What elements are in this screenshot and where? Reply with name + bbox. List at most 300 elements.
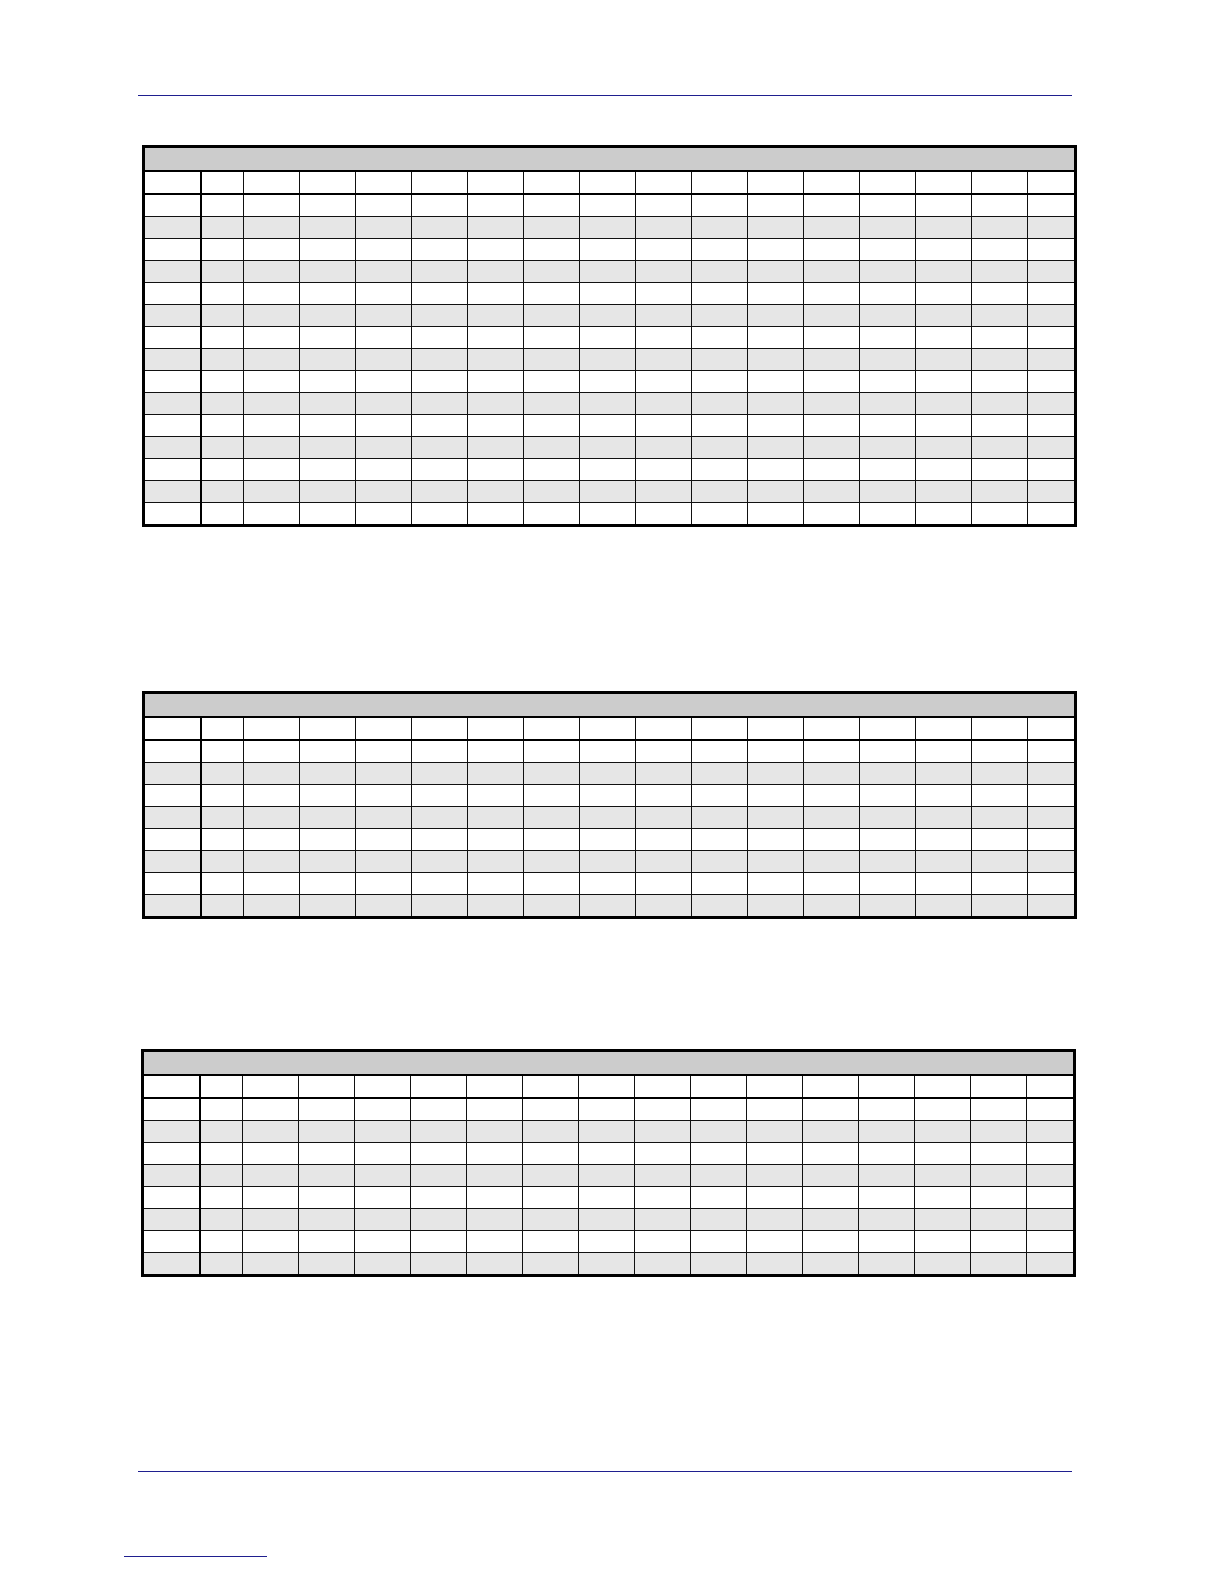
table-cell [467,1121,523,1143]
table-cell [748,895,804,918]
table-cell [636,873,692,895]
table-cell [636,807,692,829]
table-cell [636,785,692,807]
table-cell [144,740,201,763]
table-cell [691,1121,747,1143]
table-cell [1028,503,1076,526]
table-cell [523,1165,579,1187]
header-cell [412,717,468,740]
table-cell [201,503,244,526]
table-cell [636,415,692,437]
blank-grid-table-2 [142,691,1077,919]
table-cell [635,1098,691,1121]
table-cell [692,261,748,283]
table-cell [143,1209,200,1231]
table-cell [580,807,636,829]
table-cell [859,1098,915,1121]
table-cell [412,261,468,283]
table-cell [804,194,860,217]
table-cell [201,371,244,393]
table-cell [244,503,300,526]
table-row [144,327,1076,349]
header-cell [635,1075,691,1098]
table-row [143,1253,1075,1276]
table-cell [201,393,244,415]
table-cell [144,763,201,785]
header-cell [748,171,804,194]
table-cell [524,371,580,393]
table-cell [636,503,692,526]
table-row [144,895,1076,918]
table-cell [300,503,356,526]
table-cell [201,873,244,895]
table-cell [144,393,201,415]
table-cell [468,481,524,503]
table-cell [636,829,692,851]
table-cell [201,785,244,807]
header-cell [860,717,916,740]
table-cell [143,1098,200,1121]
table-cell [201,895,244,918]
table-cell [412,393,468,415]
table-cell [803,1165,859,1187]
table-cell [412,305,468,327]
header-cell [300,171,356,194]
table-cell [356,895,412,918]
table-cell [859,1121,915,1143]
table-cell [412,459,468,481]
table-row [144,459,1076,481]
table-cell [579,1187,635,1209]
table-cell [579,1231,635,1253]
table-cell [972,873,1028,895]
table-cell [804,829,860,851]
table-cell [355,1253,411,1276]
table-cell [972,194,1028,217]
table-cell [804,807,860,829]
table-cell [1028,763,1076,785]
table-cell [412,763,468,785]
table-cell [244,217,300,239]
table-cell [915,1121,971,1143]
table-cell [355,1187,411,1209]
table-cell [1027,1187,1075,1209]
table-cell [860,895,916,918]
header-cell [859,1075,915,1098]
table-cell [860,415,916,437]
table-cell [144,194,201,217]
table-cell [580,873,636,895]
table-cell [412,217,468,239]
table-cell [300,437,356,459]
table-cell [747,1143,803,1165]
table-cell [916,327,972,349]
table-cell [468,327,524,349]
table-cell [636,327,692,349]
table-cell [580,217,636,239]
table-cell [468,261,524,283]
table-cell [692,481,748,503]
table-cell [916,785,972,807]
table-cell [300,785,356,807]
table-cell [1028,481,1076,503]
table-row [143,1121,1075,1143]
table-cell [144,371,201,393]
table-cell [636,283,692,305]
header-cell [244,171,300,194]
header-cell [468,171,524,194]
table-cell [748,305,804,327]
table-cell [468,459,524,481]
table-cell [916,829,972,851]
table-cell [467,1165,523,1187]
table-cell [580,305,636,327]
table-cell [972,895,1028,918]
table-cell [747,1209,803,1231]
table-cell [201,851,244,873]
header-cell [636,717,692,740]
table-cell [468,503,524,526]
header-cell [1028,171,1076,194]
table-cell [412,481,468,503]
header-cell [804,171,860,194]
table-row [144,873,1076,895]
table-cell [1027,1209,1075,1231]
table-cell [412,283,468,305]
table-cell [200,1098,243,1121]
table-cell [411,1098,467,1121]
table-cell [1027,1231,1075,1253]
table-cell [692,807,748,829]
table-cell [523,1187,579,1209]
table-cell [355,1143,411,1165]
table-cell [144,873,201,895]
table-row [144,261,1076,283]
header-cell [972,171,1028,194]
table-cell [804,305,860,327]
table-cell [692,371,748,393]
table-cell [244,895,300,918]
table-cell [144,895,201,918]
table-cell [467,1209,523,1231]
table-cell [804,481,860,503]
header-cell [579,1075,635,1098]
table-cell [1028,437,1076,459]
table-cell [635,1231,691,1253]
table-cell [916,194,972,217]
table-cell [860,349,916,371]
header-cell [636,171,692,194]
table-cell [244,327,300,349]
table-cell [692,349,748,371]
header-cell [356,717,412,740]
table-cell [355,1209,411,1231]
table-cell [748,194,804,217]
table-cell [244,283,300,305]
table-cell [971,1187,1027,1209]
table-cell [860,194,916,217]
table-cell [356,437,412,459]
table-cell [972,503,1028,526]
table-row [144,437,1076,459]
table-cell [412,740,468,763]
table-cell [636,349,692,371]
table-cell [972,261,1028,283]
table-row [144,371,1076,393]
table-cell [804,459,860,481]
header-cell [144,171,201,194]
table-cell [580,459,636,481]
header-cell [804,717,860,740]
table-cell [972,283,1028,305]
table-cell [356,261,412,283]
table-cell [143,1231,200,1253]
table-cell [411,1209,467,1231]
table-cell [356,785,412,807]
table-cell [972,393,1028,415]
table-row [143,1098,1075,1121]
table-cell [524,239,580,261]
table-cell [860,305,916,327]
table-cell [524,437,580,459]
table-cell [916,895,972,918]
table-cell [201,437,244,459]
table-cell [692,415,748,437]
table-cell [524,763,580,785]
table-cell [1028,829,1076,851]
table-cell [1028,807,1076,829]
table-row [144,349,1076,371]
table-cell [201,239,244,261]
table-row [144,305,1076,327]
table-cell [972,239,1028,261]
table-cell [692,305,748,327]
table-cell [468,437,524,459]
table-cell [692,239,748,261]
table-cell [972,305,1028,327]
table-cell [411,1121,467,1143]
table-cell [692,459,748,481]
table-cell [860,437,916,459]
table-cell [412,327,468,349]
table-cell [972,763,1028,785]
table-cell [411,1253,467,1276]
table-cell [144,305,201,327]
table-cell [915,1231,971,1253]
table-cell [356,829,412,851]
table-cell [580,239,636,261]
table-cell [412,851,468,873]
table-cell [860,763,916,785]
table-cell [299,1143,355,1165]
table-cell [860,371,916,393]
header-cell [860,171,916,194]
table-cell [468,785,524,807]
table-cell [243,1098,299,1121]
table-cell [244,194,300,217]
table-cell [580,481,636,503]
table-cell [804,349,860,371]
header-cell [201,171,244,194]
table-cell [468,349,524,371]
table-cell [201,305,244,327]
table-cell [859,1187,915,1209]
table-cell [356,283,412,305]
table-cell [859,1253,915,1276]
table-cell [804,217,860,239]
table-cell [144,503,201,526]
table-cell [468,873,524,895]
table-cell [916,371,972,393]
table-cell [144,261,201,283]
header-cell [524,717,580,740]
table-cell [243,1187,299,1209]
table-cell [300,459,356,481]
table-cell [524,785,580,807]
table-cell [748,829,804,851]
table-cell [915,1165,971,1187]
table-cell [971,1209,1027,1231]
table-cell [804,437,860,459]
header-cell [356,171,412,194]
table-cell [804,895,860,918]
table-cell [356,349,412,371]
table-cell [1028,239,1076,261]
header-cell [299,1075,355,1098]
table-cell [144,807,201,829]
table-cell [636,740,692,763]
table-cell [300,829,356,851]
table-cell [748,873,804,895]
table-cell [803,1253,859,1276]
table-cell [243,1143,299,1165]
table-cell [860,239,916,261]
table-cell [692,895,748,918]
table-cell [1027,1143,1075,1165]
table-cell [300,239,356,261]
table-cell [580,785,636,807]
header-cell [747,1075,803,1098]
table-cell [748,283,804,305]
header-cell [915,1075,971,1098]
table-cell [748,481,804,503]
table-cell [201,740,244,763]
table-cell [356,481,412,503]
table-cell [299,1231,355,1253]
table-cell [747,1098,803,1121]
table-cell [916,437,972,459]
table-cell [243,1209,299,1231]
table-cell [1027,1098,1075,1121]
header-rule [138,95,1072,96]
table-cell [468,393,524,415]
table-cell [300,807,356,829]
header-cell [692,171,748,194]
table-cell [200,1143,243,1165]
table-cell [523,1121,579,1143]
table-cell [356,371,412,393]
table-cell [803,1121,859,1143]
table-cell [747,1231,803,1253]
table-cell [636,393,692,415]
table-cell [692,437,748,459]
table-cell [580,851,636,873]
table-cell [691,1165,747,1187]
table-cell [143,1121,200,1143]
table-cell [356,807,412,829]
table-cell [468,740,524,763]
table-cell [692,194,748,217]
table-cell [524,393,580,415]
table-cell [523,1209,579,1231]
table-cell [636,895,692,918]
table-cell [356,503,412,526]
table-header-row [144,171,1076,194]
table-cell [468,763,524,785]
table-row [144,829,1076,851]
table-cell [143,1143,200,1165]
table-cell [859,1165,915,1187]
table-cell [244,740,300,763]
table-cell [412,785,468,807]
footnote-rule [124,1556,267,1557]
table-cell [579,1121,635,1143]
table-title-cell [143,1051,1075,1076]
table-cell [916,261,972,283]
header-cell [748,717,804,740]
table-cell [748,851,804,873]
table-cell [1028,851,1076,873]
table-cell [144,415,201,437]
table-cell [579,1165,635,1187]
table-cell [200,1231,243,1253]
table-cell [636,763,692,785]
table-cell [748,763,804,785]
table-cell [691,1253,747,1276]
table-cell [300,327,356,349]
table-cell [144,459,201,481]
table-cell [144,829,201,851]
table-title-cell [144,147,1076,172]
table-cell [747,1253,803,1276]
table-cell [201,763,244,785]
table-cell [412,437,468,459]
table-cell [1028,194,1076,217]
table-cell [916,459,972,481]
table-cell [143,1253,200,1276]
table-cell [916,503,972,526]
table-cell [200,1253,243,1276]
table-cell [244,829,300,851]
table-cell [201,829,244,851]
table-cell [300,851,356,873]
table-cell [748,807,804,829]
table-cell [243,1231,299,1253]
table-header-row [144,717,1076,740]
table-cell [1028,305,1076,327]
table-cell [144,851,201,873]
header-cell [144,717,201,740]
table-cell [1027,1165,1075,1187]
header-cell [1028,717,1076,740]
table-cell [747,1187,803,1209]
table-cell [860,873,916,895]
blank-grid-table-1 [142,145,1077,527]
table-cell [692,763,748,785]
table-cell [144,785,201,807]
table-cell [692,851,748,873]
table-cell [244,371,300,393]
